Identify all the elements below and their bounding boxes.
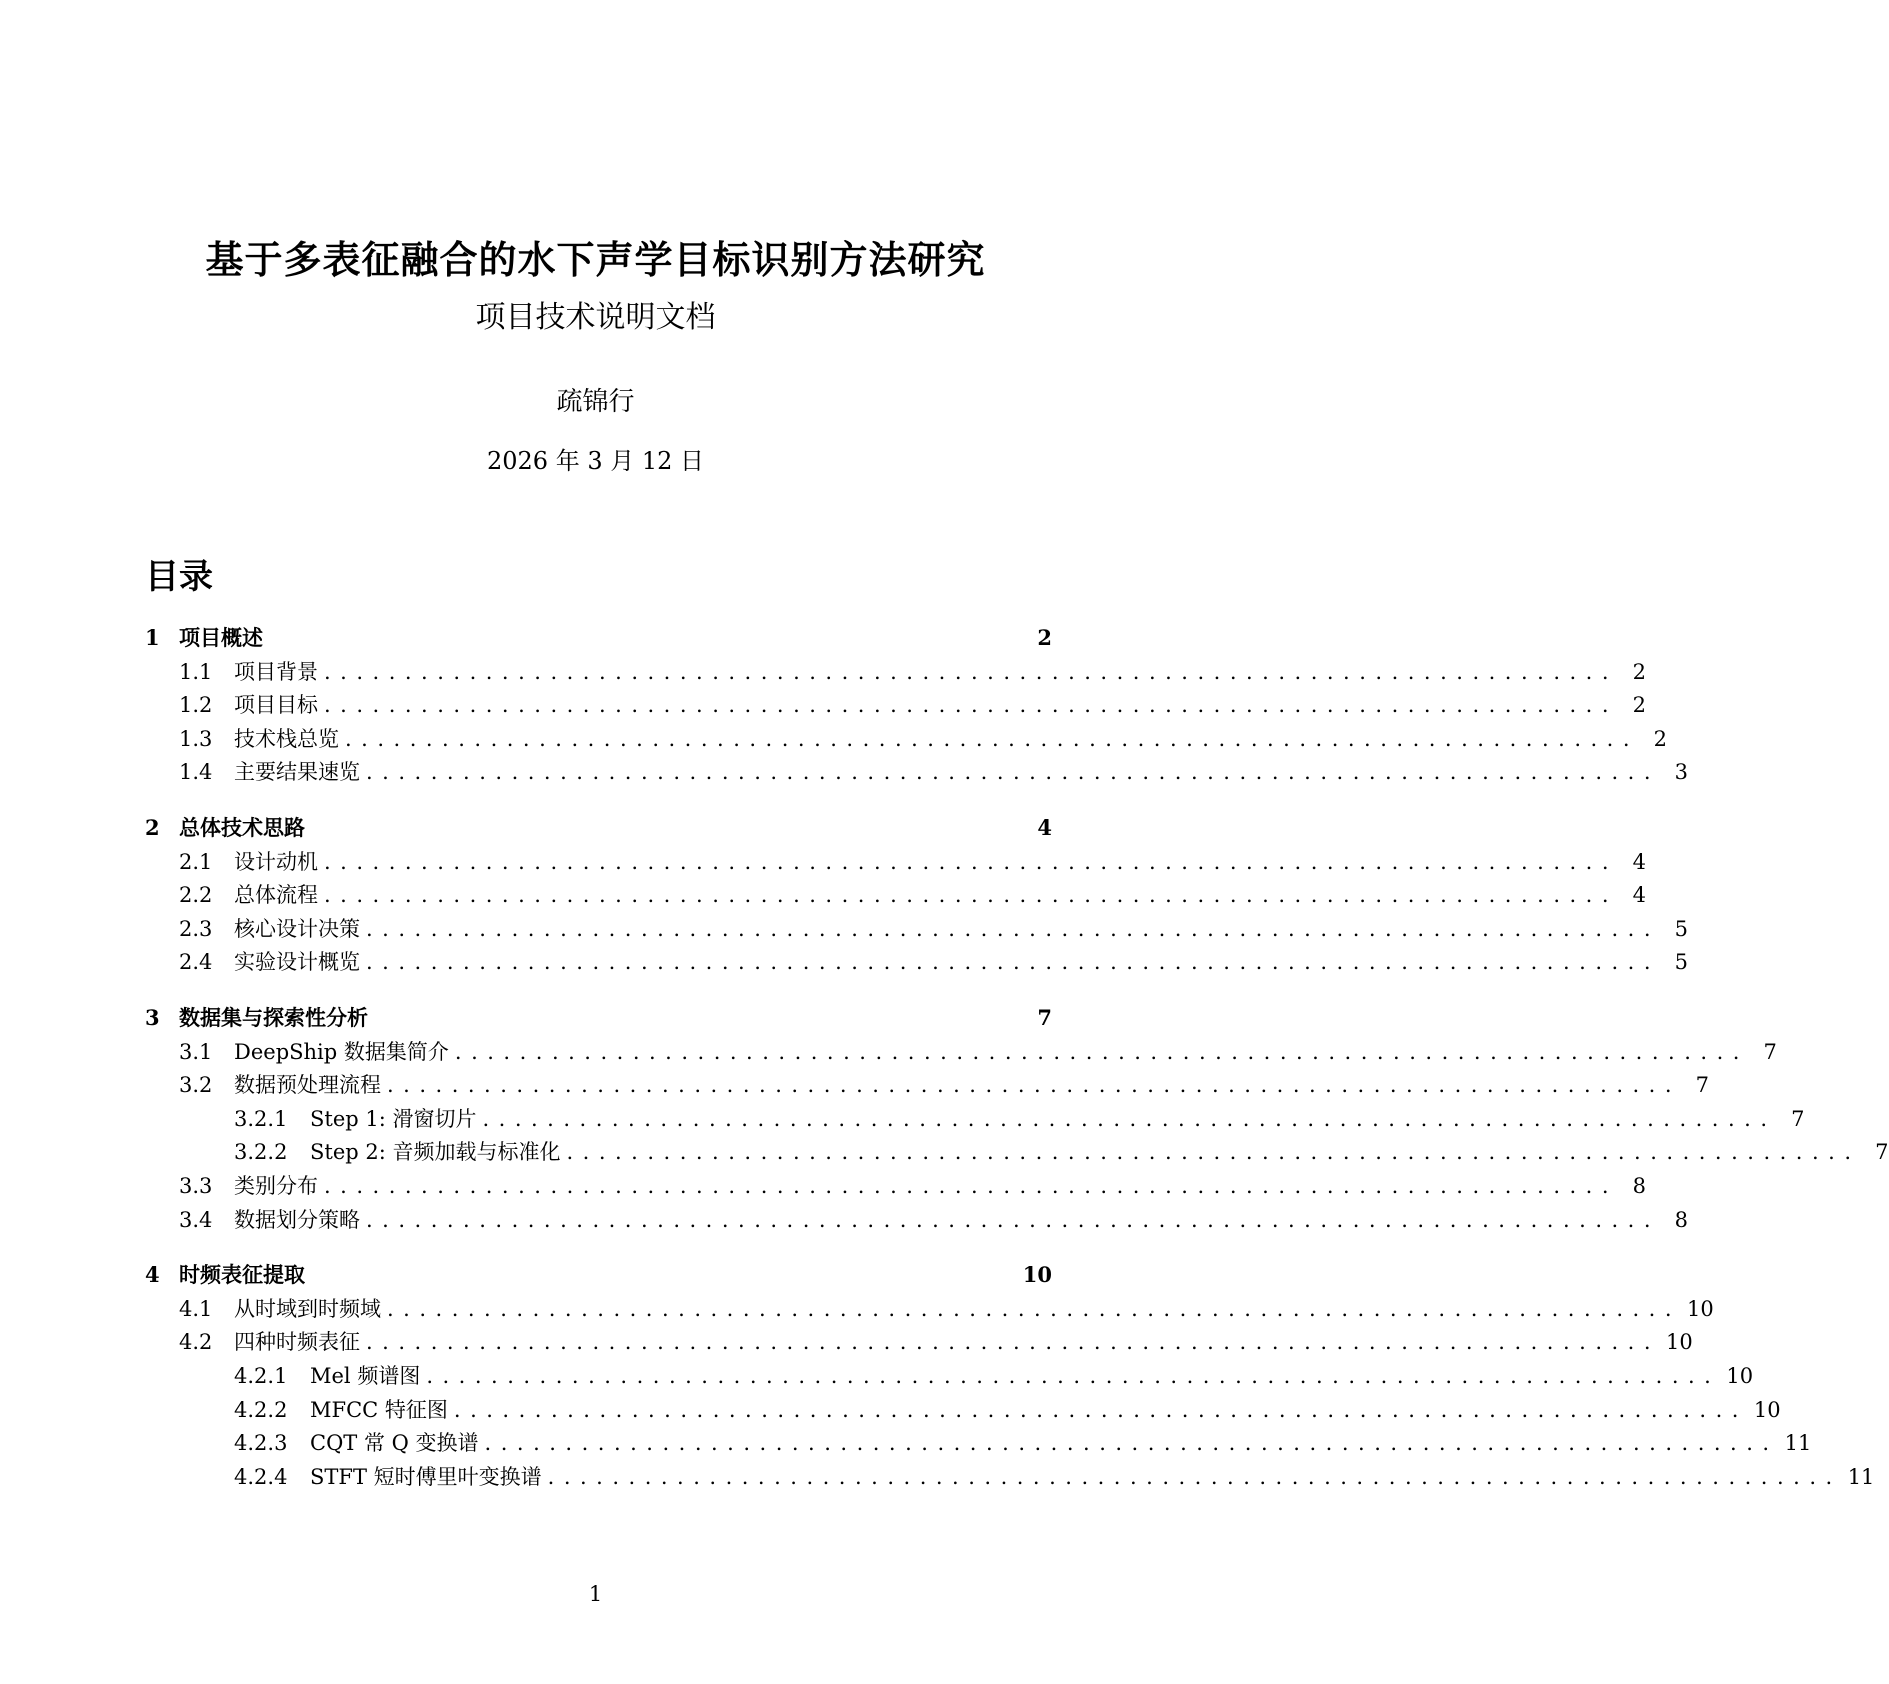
toc-entry[interactable]	[145, 1170, 1647, 1202]
toc-entry-title: 时频表征提取	[179, 1262, 305, 1288]
document-subtitle: 项目技术说明文档	[475, 300, 716, 335]
toc-entry-page: 2	[1632, 693, 1647, 718]
toc-entry-page: 10	[1753, 1397, 1781, 1422]
toc-entry-number: 3.2.1	[234, 1106, 288, 1131]
toc-entry[interactable]	[145, 723, 1668, 755]
toc-leader-dots: ................................................................................	[324, 1174, 1619, 1198]
toc-entry-page: 8	[1632, 1174, 1647, 1198]
toc-leader-dots: ................................................................................	[484, 1431, 1779, 1456]
toc-entry-number: 2	[145, 815, 160, 840]
toc-leader-dots: ................................................................................	[324, 659, 1619, 684]
toc-entry-page: 2	[1632, 659, 1647, 684]
toc-leader-dots: ................................................................................	[482, 1106, 1777, 1131]
toc-entry-title: DeepShip 数据集简介	[234, 1039, 449, 1064]
toc-entry[interactable]	[145, 846, 1647, 878]
toc-section-entry[interactable]	[145, 1259, 1052, 1291]
toc-entry-page: 11	[1784, 1431, 1812, 1456]
toc-entry-number: 3.4	[179, 1207, 213, 1232]
toc-entry-number: 2.2	[179, 883, 213, 908]
toc-entry-page: 10	[1666, 1330, 1693, 1355]
toc-entry-title: 数据划分策略	[234, 1207, 360, 1232]
toc-leader-dots: ................................................................................	[566, 1140, 1861, 1165]
toc-entry-page: 4	[1037, 815, 1052, 840]
toc-entry-title: 类别分布	[234, 1174, 318, 1198]
toc-entry[interactable]	[145, 1394, 1781, 1426]
toc-entry-number: 3.1	[179, 1039, 213, 1064]
toc-entry-title: Step 2: 音频加载与标准化	[310, 1140, 561, 1165]
toc-entry-title: 总体技术思路	[179, 815, 305, 840]
toc-entry-number: 2.3	[179, 916, 213, 941]
toc-leader-dots: ................................................................................	[324, 693, 1619, 718]
toc-entry-title: STFT 短时傅里叶变换谱	[310, 1464, 542, 1489]
toc-entry-page: 3	[1674, 760, 1689, 785]
toc-entry-title: 总体流程	[234, 883, 318, 908]
toc-entry-title: 数据预处理流程	[234, 1073, 381, 1098]
toc-entry-page: 10	[1687, 1296, 1714, 1321]
toc-entry[interactable]	[145, 1069, 1710, 1101]
toc-leader-dots: ................................................................................	[366, 950, 1661, 975]
toc-leader-dots: ................................................................................	[426, 1364, 1721, 1388]
toc-entry[interactable]	[145, 1326, 1693, 1358]
toc-entry-number: 1.2	[179, 693, 213, 718]
toc-leader-dots: ................................................................................	[453, 1397, 1748, 1422]
toc-entry-number: 3	[145, 1005, 160, 1030]
toc-leader-dots: ................................................................................	[345, 726, 1640, 751]
toc-entry-number: 3.2	[179, 1073, 213, 1098]
toc-entry-number: 1.1	[179, 659, 213, 684]
toc-entry-page: 2	[1653, 726, 1668, 751]
toc-entry-page: 4	[1632, 883, 1647, 908]
document-author: 疏锦行	[556, 387, 635, 417]
toc-entry-page: 5	[1674, 950, 1689, 975]
toc-entry-title: Step 1: 滑窗切片	[310, 1106, 477, 1131]
document-title: 基于多表征融合的水下声学目标识别方法研究	[205, 237, 986, 282]
toc-entry-number: 4	[145, 1262, 160, 1288]
toc-entry-page: 7	[1037, 1005, 1052, 1030]
toc-entry-number: 4.2.1	[234, 1364, 288, 1388]
toc-entry-page: 5	[1674, 916, 1689, 941]
toc-entry-page: 10	[1726, 1364, 1754, 1388]
toc-entry[interactable]	[145, 1360, 1754, 1392]
toc-entry-title: 从时域到时频域	[234, 1296, 381, 1321]
toc-entry-title: 实验设计概览	[234, 950, 360, 975]
toc-entry-title: 数据集与探索性分析	[179, 1005, 368, 1030]
toc-entry-title: 核心设计决策	[234, 916, 360, 941]
toc-entry-number: 3.3	[179, 1174, 213, 1198]
toc-entry[interactable]	[145, 1293, 1714, 1325]
toc-entry-number: 4.2.3	[234, 1431, 288, 1456]
toc-entry[interactable]	[145, 1204, 1689, 1236]
toc-entry-page: 7	[1875, 1140, 1889, 1165]
toc-entry-number: 1	[145, 625, 160, 650]
toc-entry-page: 10	[1022, 1262, 1052, 1288]
toc-entry-page: 11	[1847, 1464, 1875, 1489]
toc-entry-title: MFCC 特征图	[310, 1397, 448, 1422]
toc-entry-number: 2.4	[179, 950, 213, 975]
toc-entry-number: 4.2	[179, 1330, 213, 1355]
toc-entry-number: 4.2.2	[234, 1397, 288, 1422]
toc-leader-dots: ................................................................................	[454, 1039, 1749, 1064]
toc-entry[interactable]	[145, 689, 1647, 721]
page-number: 1	[588, 1582, 603, 1606]
toc-entry-title: 项目目标	[234, 693, 318, 718]
toc-leader-dots: ................................................................................	[387, 1296, 1682, 1321]
toc-entry-page: 2	[1037, 625, 1052, 650]
toc-entry-title: 主要结果速览	[234, 760, 360, 785]
toc-section-entry[interactable]	[145, 812, 1052, 844]
toc-entry[interactable]	[145, 656, 1647, 688]
toc-entry-number: 3.2.2	[234, 1140, 288, 1165]
toc-entry-title: 技术栈总览	[234, 726, 339, 751]
toc-entry-title: 项目背景	[234, 659, 318, 684]
toc-entry[interactable]	[145, 1036, 1777, 1068]
toc-entry[interactable]	[145, 1461, 1875, 1493]
toc-entry-number: 4.2.4	[234, 1464, 288, 1489]
toc-section-entry[interactable]	[145, 1002, 1052, 1034]
toc-entry[interactable]	[145, 1427, 1812, 1459]
toc-entry[interactable]	[145, 1103, 1805, 1135]
toc-leader-dots: ................................................................................	[366, 916, 1661, 941]
toc-leader-dots: ................................................................................	[366, 1207, 1661, 1232]
toc-entry[interactable]	[145, 756, 1689, 788]
toc-leader-dots: ................................................................................	[324, 883, 1619, 908]
toc-section-entry[interactable]	[145, 622, 1052, 654]
toc-entry-title: 项目概述	[179, 625, 263, 650]
toc-entry-title: 四种时频表征	[234, 1330, 360, 1355]
document-date: 2026 年 3 月 12 日	[486, 447, 705, 475]
toc-entry-title: CQT 常 Q 变换谱	[310, 1431, 479, 1456]
toc-leader-dots: ................................................................................	[324, 849, 1619, 874]
toc-entry-number: 2.1	[179, 849, 213, 874]
toc-entry-title: Mel 频谱图	[310, 1364, 421, 1388]
toc-entry-page: 7	[1695, 1073, 1710, 1098]
toc-entry[interactable]	[145, 1136, 1889, 1168]
toc-entry-page: 8	[1674, 1207, 1689, 1232]
toc-heading: 目录	[145, 557, 213, 597]
toc-leader-dots: ................................................................................	[366, 1330, 1661, 1355]
toc-leader-dots: ................................................................................	[366, 760, 1661, 785]
toc-entry-number: 1.4	[179, 760, 213, 785]
toc-entry-title: 设计动机	[234, 849, 318, 874]
toc-entry[interactable]	[145, 913, 1689, 945]
toc-entry-number: 1.3	[179, 726, 213, 751]
toc-entry-page: 4	[1632, 849, 1647, 874]
toc-entry-page: 7	[1763, 1039, 1777, 1064]
toc-leader-dots: ................................................................................	[387, 1073, 1682, 1098]
toc-entry-page: 7	[1791, 1106, 1805, 1131]
toc-leader-dots: ................................................................................	[547, 1464, 1842, 1489]
toc-entry-number: 4.1	[179, 1296, 213, 1321]
toc-entry[interactable]	[145, 946, 1689, 978]
toc-entry[interactable]	[145, 879, 1647, 911]
